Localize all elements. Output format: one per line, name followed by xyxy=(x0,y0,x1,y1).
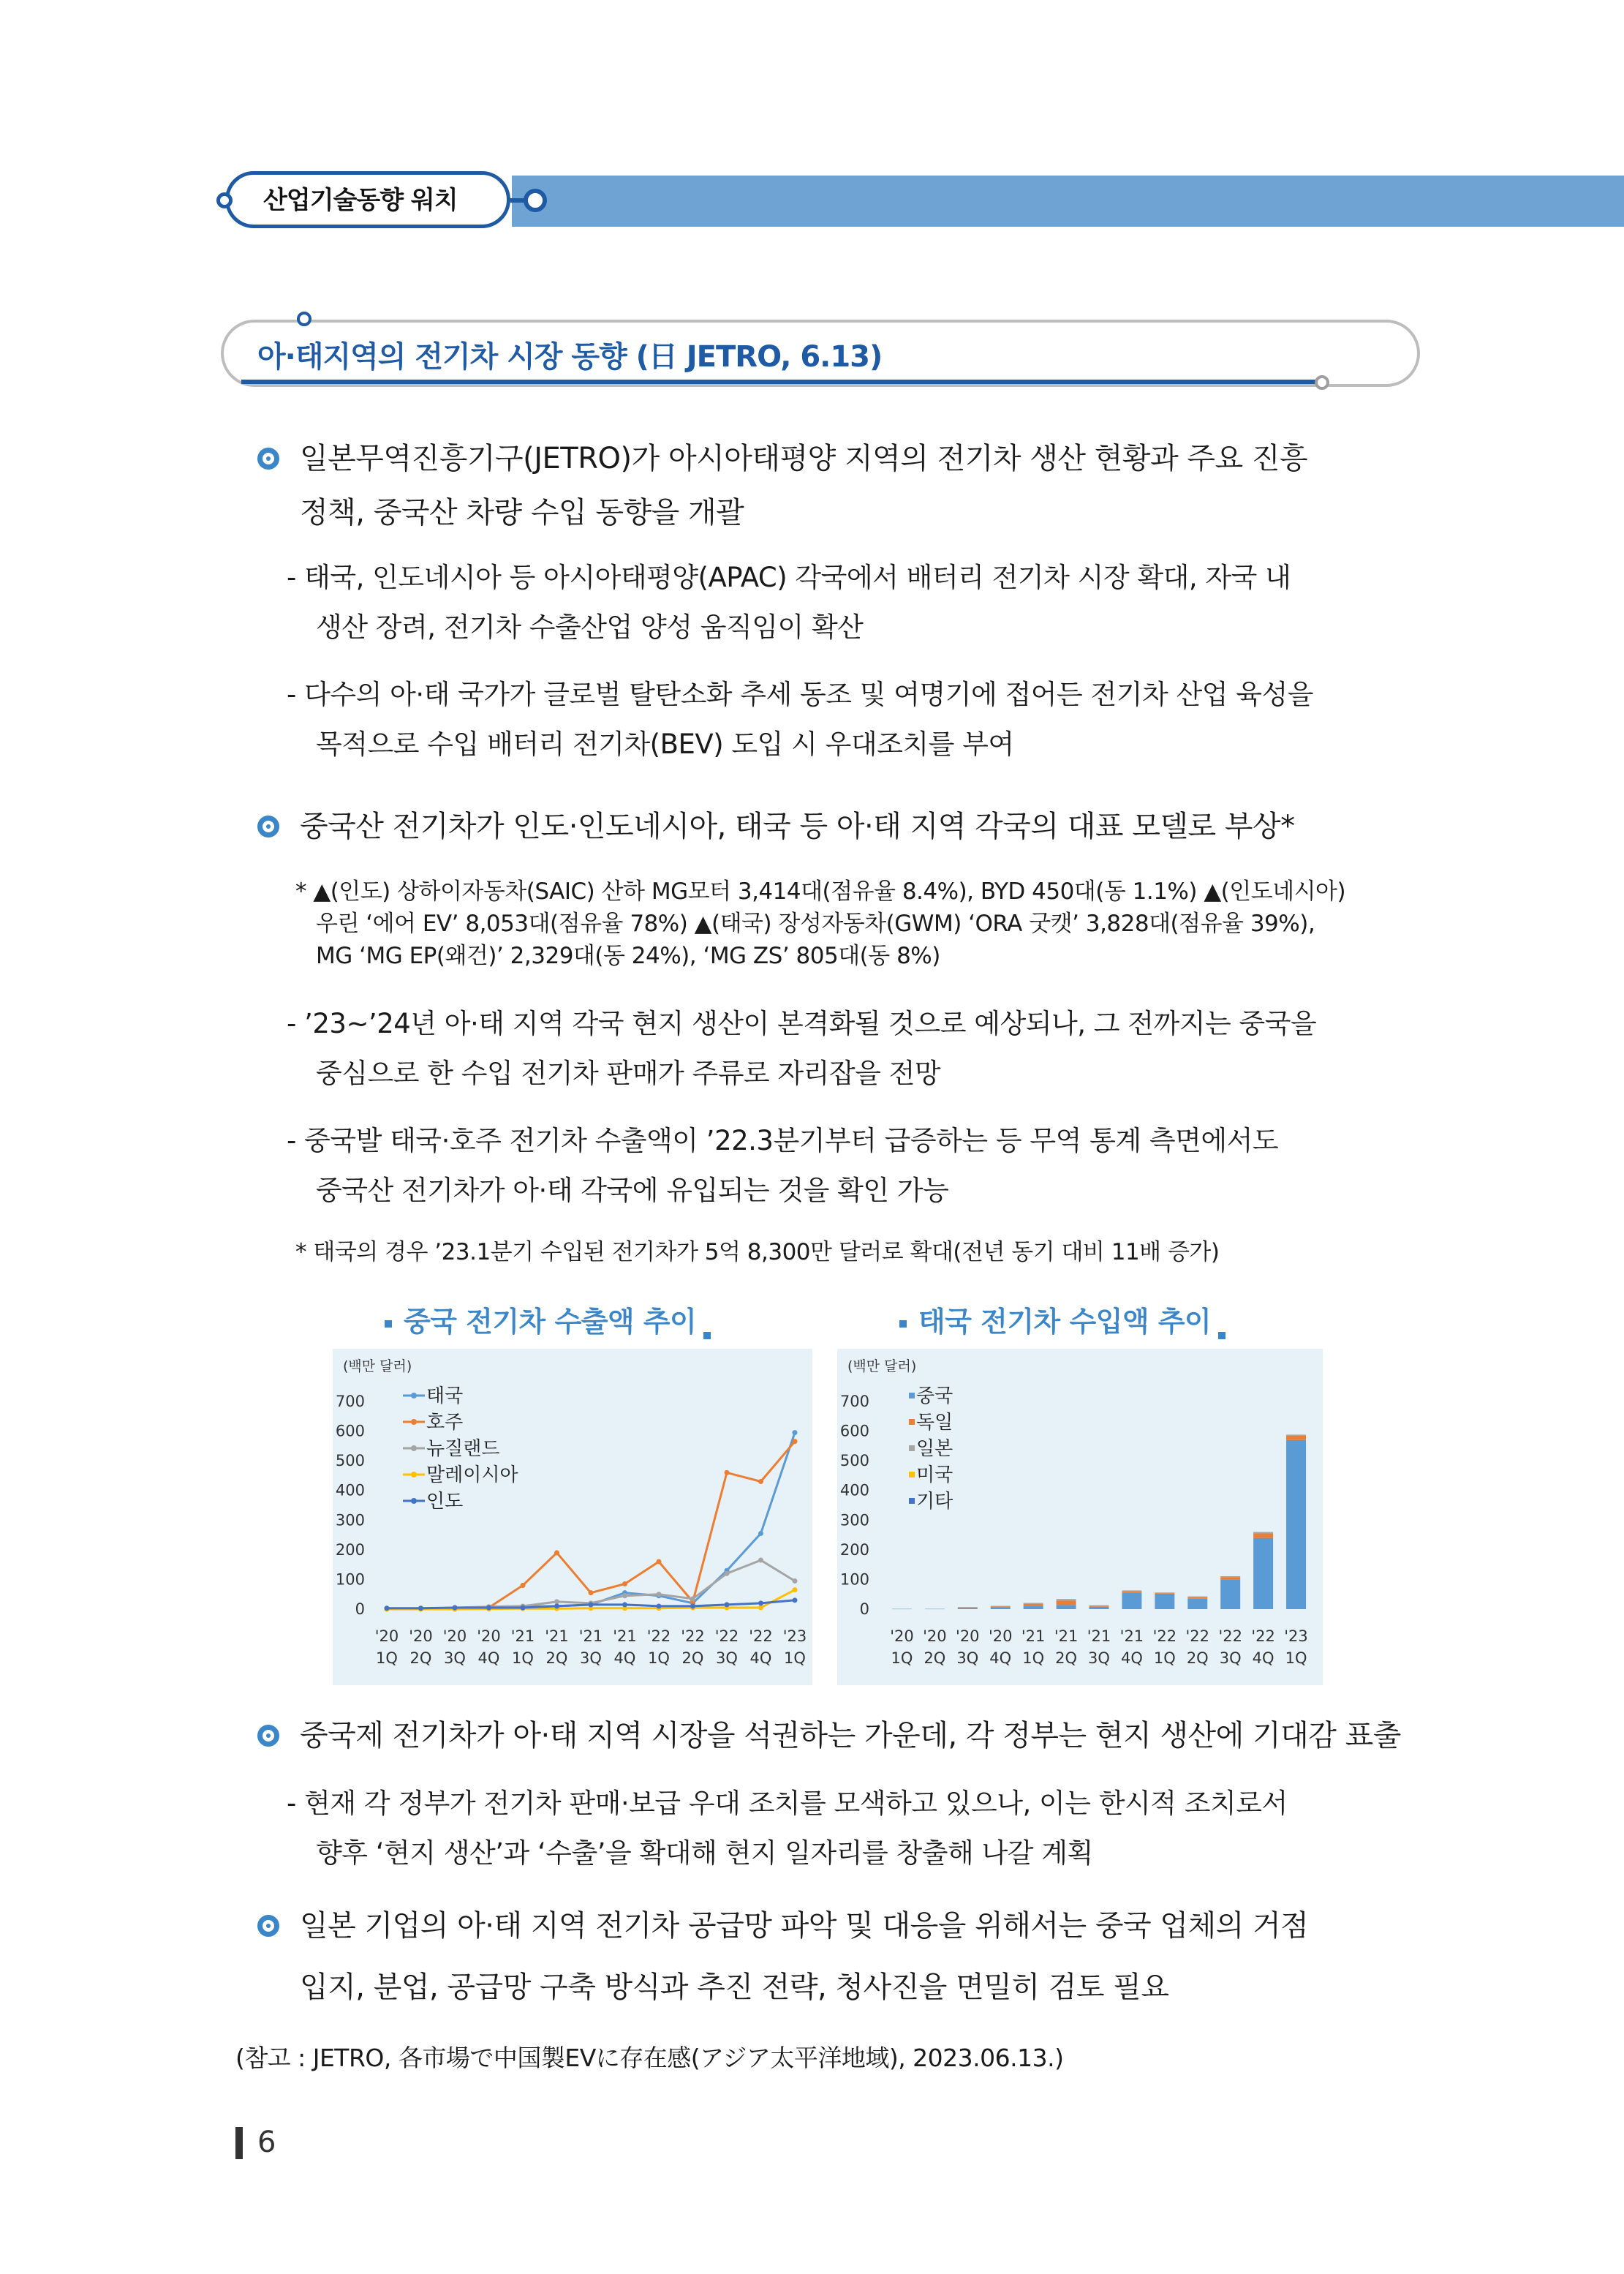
page-number: 6 xyxy=(257,2126,276,2159)
data-point xyxy=(690,1603,695,1608)
x-tick-label-year: '23 xyxy=(1284,1627,1308,1645)
x-tick-label-quarter: 1Q xyxy=(376,1649,398,1667)
x-tick-label-quarter: 1Q xyxy=(1153,1649,1176,1667)
bullet-4-line-1: 일본 기업의 아·태 지역 전기차 공급망 파악 및 대응을 위해서는 중국 업체의 거점 xyxy=(300,1909,1309,1943)
bar-segment-일본 xyxy=(958,1607,978,1608)
bar-segment-중국 xyxy=(1122,1593,1141,1609)
header-dot-right xyxy=(524,189,547,212)
bullet-4-line-2: 입지, 분업, 공급망 구축 방식과 추진 전략, 청사진을 면밀히 검토 필요 xyxy=(300,1970,1169,2004)
chart-2-panel xyxy=(837,1349,1323,1685)
x-tick-label-quarter: 1Q xyxy=(784,1649,806,1667)
x-tick-label-quarter: 1Q xyxy=(1022,1649,1045,1667)
section-dot-top xyxy=(297,312,311,326)
x-tick-label-year: '21 xyxy=(510,1627,535,1645)
section-title: 아·태지역의 전기차 시장 동향 (日 JETRO, 6.13) xyxy=(257,340,883,374)
data-point xyxy=(793,1578,798,1584)
x-tick-label-quarter: 1Q xyxy=(648,1649,670,1667)
data-point xyxy=(589,1602,594,1607)
x-tick-label-year: '21 xyxy=(545,1627,569,1645)
data-point xyxy=(521,1583,526,1588)
legend-marker xyxy=(411,1498,417,1504)
data-point xyxy=(758,1558,763,1563)
data-point xyxy=(657,1592,662,1597)
x-tick-label-quarter: 2Q xyxy=(1186,1649,1209,1667)
bar-segment-독일 xyxy=(1187,1597,1207,1599)
x-tick-label-year: '22 xyxy=(646,1627,671,1645)
bar-segment-일본 xyxy=(1286,1434,1306,1435)
bullet-icon xyxy=(257,448,279,470)
x-tick-label-quarter: 3Q xyxy=(1219,1649,1242,1667)
chart-2-title xyxy=(899,1299,1225,1339)
data-point xyxy=(657,1559,662,1565)
bullet-1-dash-2a: - 다수의 아·태 국가가 글로벌 탈탄소화 추세 동조 및 여명기에 접어든 전기차 산업 육성을 xyxy=(287,679,1313,710)
header-band xyxy=(512,176,1624,227)
legend-label: 미국 xyxy=(916,1464,953,1486)
bullet-icon xyxy=(257,1915,279,1937)
bullet-1-dash-1b: 생산 장려, 전기차 수출산업 양성 움직임이 확산 xyxy=(316,611,864,643)
chart-title-marker xyxy=(385,1320,392,1328)
x-tick-label-quarter: 3Q xyxy=(1088,1649,1110,1667)
data-point xyxy=(725,1602,730,1607)
legend-swatch xyxy=(909,1393,915,1398)
bar-segment-일본 xyxy=(1220,1576,1240,1577)
bar-segment-독일 xyxy=(1286,1436,1306,1440)
data-point xyxy=(793,1587,798,1592)
y-tick-label: 700 xyxy=(335,1393,365,1410)
data-point xyxy=(486,1605,491,1610)
bullet-1-dash-1a: - 태국, 인도네시아 등 아시아태평양(APAC) 각국에서 배터리 전기차 시장 확대, 자국 내 xyxy=(287,562,1291,593)
x-tick-label-year: '20 xyxy=(923,1627,947,1645)
y-axis-unit-label: (백만 달러) xyxy=(343,1358,412,1374)
y-tick-label: 0 xyxy=(355,1600,365,1618)
bullet-2-dash-1a: - ’23~’24년 아·태 지역 각국 현지 생산이 본격화될 것으로 예상되나, 그 전까지는 중국을 xyxy=(287,1008,1317,1039)
x-tick-label-year: '20 xyxy=(477,1627,501,1645)
legend-marker xyxy=(411,1445,417,1451)
chart-1-title-text: 중국 전기차 수출액 추이 xyxy=(404,1306,697,1338)
data-point xyxy=(554,1599,559,1604)
chart-1-panel xyxy=(333,1349,812,1685)
y-tick-label: 0 xyxy=(859,1600,869,1618)
x-tick-label-year: '22 xyxy=(714,1627,739,1645)
x-tick-label-quarter: 1Q xyxy=(1285,1649,1307,1667)
bullet-icon xyxy=(257,816,279,837)
legend-swatch xyxy=(909,1472,915,1477)
y-tick-label: 500 xyxy=(335,1452,365,1470)
x-tick-label-quarter: 1Q xyxy=(891,1649,913,1667)
bar-segment-중국 xyxy=(1057,1605,1076,1609)
header-title: 산업기술동향 워치 xyxy=(263,186,458,215)
y-tick-label: 300 xyxy=(335,1511,365,1529)
x-tick-label-quarter: 3Q xyxy=(956,1649,979,1667)
x-tick-label-quarter: 1Q xyxy=(512,1649,534,1667)
legend-label: 인도 xyxy=(426,1491,464,1513)
x-tick-label-quarter: 3Q xyxy=(444,1649,466,1667)
data-point xyxy=(793,1597,798,1603)
bar-segment-일본 xyxy=(991,1606,1011,1607)
bar-segment-독일 xyxy=(1122,1592,1141,1593)
data-point xyxy=(622,1581,627,1586)
bar-segment-중국 xyxy=(1187,1599,1207,1609)
reference-note: (참고 : JETRO, 各市場で中国製EVに存在感(アジア太平洋地域), 2023.06.13.) xyxy=(235,2044,1064,2072)
y-tick-label: 200 xyxy=(839,1540,869,1559)
legend-swatch xyxy=(909,1419,915,1425)
bar-segment-중국 xyxy=(1155,1594,1174,1609)
bullet-icon xyxy=(257,1725,279,1747)
legend-label: 독일 xyxy=(916,1412,953,1434)
x-tick-label-quarter: 4Q xyxy=(613,1649,636,1667)
bullet-3-dash-1a: - 현재 각 정부가 전기차 판매·보급 우대 조치를 모색하고 있으나, 이는 한시적 조치로서 xyxy=(287,1788,1288,1819)
x-tick-label-year: '20 xyxy=(988,1627,1013,1645)
bar-segment-독일 xyxy=(1024,1604,1043,1606)
bar-segment-일본 xyxy=(1253,1532,1273,1534)
legend-marker xyxy=(411,1472,417,1477)
data-point xyxy=(758,1479,763,1484)
x-tick-label-quarter: 4Q xyxy=(1120,1649,1143,1667)
legend-label: 기타 xyxy=(916,1491,953,1513)
bar-segment-일본 xyxy=(1089,1605,1109,1606)
y-tick-label: 200 xyxy=(335,1540,365,1559)
chart-1-svg xyxy=(333,1349,812,1685)
y-tick-label: 500 xyxy=(839,1452,869,1470)
bar-segment-독일 xyxy=(1220,1577,1240,1579)
bar-segment-중국 xyxy=(991,1608,1011,1609)
x-tick-label-year: '20 xyxy=(374,1627,399,1645)
data-point xyxy=(622,1593,627,1598)
x-tick-label-quarter: 3Q xyxy=(580,1649,602,1667)
data-point xyxy=(622,1602,627,1607)
y-tick-label: 100 xyxy=(839,1570,869,1589)
x-tick-label-year: '21 xyxy=(578,1627,603,1645)
bullet-2-dash-2b: 중국산 전기차가 아·태 각국에 유입되는 것을 확인 가능 xyxy=(316,1175,949,1206)
bullet-2-dash-2a: - 중국발 태국·호주 전기차 수출액이 ’22.3분기부터 급증하는 등 무역 통계 측면에서도 xyxy=(287,1125,1279,1156)
x-tick-label-quarter: 2Q xyxy=(1055,1649,1078,1667)
bar-segment-중국 xyxy=(1253,1538,1273,1609)
bar-segment-독일 xyxy=(991,1606,1011,1607)
y-tick-label: 100 xyxy=(335,1570,365,1589)
bullet-3-dash-1b: 향후 ‘현지 생산’과 ‘수출’을 확대해 현지 일자리를 창출해 나갈 계획 xyxy=(316,1837,1093,1869)
data-point xyxy=(758,1605,763,1610)
y-tick-label: 700 xyxy=(839,1393,869,1410)
legend-label: 일본 xyxy=(916,1438,953,1460)
x-tick-label-year: '20 xyxy=(409,1627,433,1645)
x-tick-label-year: '21 xyxy=(613,1627,637,1645)
bar-segment-중국 xyxy=(1286,1440,1306,1609)
y-tick-label: 400 xyxy=(335,1481,365,1499)
bar-segment-독일 xyxy=(1155,1593,1174,1594)
x-tick-label-year: '22 xyxy=(749,1627,773,1645)
bullet-2-line-1: 중국산 전기차가 인도·인도네시아, 태국 등 아·태 지역 각국의 대표 모델로 부상* xyxy=(300,810,1295,843)
bullet-1-line-2: 정책, 중국산 차량 수입 동향을 개괄 xyxy=(300,496,744,530)
data-point xyxy=(690,1596,695,1601)
x-tick-label-year: '20 xyxy=(956,1627,980,1645)
data-point xyxy=(385,1605,390,1611)
x-tick-label-quarter: 2Q xyxy=(545,1649,568,1667)
chart-2-title-text: 태국 전기차 수입액 추이 xyxy=(918,1306,1212,1338)
x-tick-label-quarter: 4Q xyxy=(1252,1649,1274,1667)
x-tick-label-year: '21 xyxy=(1021,1627,1046,1645)
bar-segment-중국 xyxy=(892,1609,912,1610)
x-tick-label-quarter: 2Q xyxy=(409,1649,432,1667)
legend-swatch xyxy=(909,1445,915,1451)
bullet-1-dash-2b: 목적으로 수입 배터리 전기차(BEV) 도입 시 우대조치를 부여 xyxy=(316,728,1014,760)
bar-segment-일본 xyxy=(1057,1599,1076,1600)
chart-title-marker xyxy=(703,1332,711,1339)
data-point xyxy=(418,1605,423,1611)
data-point xyxy=(793,1439,798,1444)
y-axis-unit-label: (백만 달러) xyxy=(847,1358,917,1374)
data-point xyxy=(657,1603,662,1608)
bar-segment-독일 xyxy=(1089,1606,1109,1607)
x-tick-label-year: '22 xyxy=(1185,1627,1210,1645)
legend-marker xyxy=(411,1419,417,1425)
chart-2-svg xyxy=(837,1349,1323,1685)
data-point xyxy=(758,1600,763,1605)
bullet-1-line-1: 일본무역진흥기구(JETRO)가 아시아태평양 지역의 전기차 생산 현황과 주요 진흥 xyxy=(300,442,1308,475)
section-underline xyxy=(241,380,1316,384)
x-tick-label-quarter: 2Q xyxy=(681,1649,704,1667)
bullet-3-line-1: 중국제 전기차가 아·태 지역 시장을 석권하는 가운데, 각 정부는 현지 생산에 기대감 표출 xyxy=(300,1719,1401,1752)
bullet-2-note-1: * ▲(인도) 상하이자동차(SAIC) 산하 MG모터 3,414대(점유율 8.4%), BYD 450대(동 1.1%) ▲(인도네시아) xyxy=(295,878,1346,905)
chart-title-marker xyxy=(899,1320,907,1328)
page-number-bar xyxy=(235,2127,243,2159)
x-tick-label-year: '22 xyxy=(1251,1627,1275,1645)
x-tick-label-year: '22 xyxy=(1218,1627,1242,1645)
bar-segment-독일 xyxy=(1057,1600,1076,1605)
legend-label: 태국 xyxy=(426,1385,464,1407)
x-tick-label-quarter: 3Q xyxy=(716,1649,738,1667)
data-point xyxy=(521,1605,526,1610)
x-tick-label-quarter: 4Q xyxy=(749,1649,772,1667)
data-point xyxy=(758,1531,763,1536)
x-tick-label-year: '22 xyxy=(1152,1627,1177,1645)
bar-segment-일본 xyxy=(1155,1592,1174,1593)
chart-title-marker xyxy=(1218,1332,1225,1339)
data-point xyxy=(793,1430,798,1435)
x-tick-label-year: '20 xyxy=(890,1627,914,1645)
x-tick-label-year: '20 xyxy=(442,1627,467,1645)
legend-label: 호주 xyxy=(426,1412,464,1434)
x-tick-label-year: '22 xyxy=(681,1627,705,1645)
bar-segment-일본 xyxy=(1122,1590,1141,1591)
legend-swatch xyxy=(909,1498,915,1504)
data-point xyxy=(589,1590,594,1595)
x-tick-label-quarter: 4Q xyxy=(989,1649,1012,1667)
bullet-2-note-4: * 태국의 경우 ’23.1분기 수입된 전기차가 5억 8,300만 달러로 확대(전년 동기 대비 11배 증가) xyxy=(295,1239,1220,1265)
x-tick-label-quarter: 2Q xyxy=(924,1649,946,1667)
legend-label: 중국 xyxy=(916,1385,953,1407)
bullet-2-note-2: 우린 ‘에어 EV’ 8,053대(점유율 78%) ▲(태국) 장성자동차(GWM) ‘ORA 굿캣’ 3,828대(점유율 39%), xyxy=(316,911,1315,937)
x-tick-label-year: '21 xyxy=(1119,1627,1144,1645)
data-point xyxy=(453,1605,458,1610)
y-tick-label: 300 xyxy=(839,1511,869,1529)
bar-segment-중국 xyxy=(1024,1606,1043,1609)
chart-1-title xyxy=(385,1299,711,1339)
x-tick-label-year: '23 xyxy=(782,1627,807,1645)
bar-segment-중국 xyxy=(1220,1579,1240,1609)
legend-label: 뉴질랜드 xyxy=(426,1438,500,1460)
y-tick-label: 600 xyxy=(839,1422,869,1440)
data-point xyxy=(725,1470,730,1475)
x-tick-label-year: '21 xyxy=(1054,1627,1079,1645)
bar-segment-독일 xyxy=(1253,1534,1273,1538)
bar-segment-중국 xyxy=(958,1608,978,1609)
x-tick-label-quarter: 4Q xyxy=(477,1649,500,1667)
bullet-2-dash-1b: 중심으로 한 수입 전기차 판매가 주류로 자리잡을 전망 xyxy=(316,1058,941,1089)
section-dot-bottom xyxy=(1315,375,1329,390)
data-point xyxy=(554,1603,559,1608)
data-point xyxy=(554,1550,559,1555)
bullet-2-note-3: MG ‘MG EP(왜건)’ 2,329대(동 24%), ‘MG ZS’ 805대(동 8%) xyxy=(316,943,940,969)
legend-marker xyxy=(411,1393,417,1398)
bar-segment-중국 xyxy=(925,1609,945,1610)
y-tick-label: 400 xyxy=(839,1481,869,1499)
header-dot-left xyxy=(216,192,233,208)
legend-label: 말레이시아 xyxy=(426,1464,518,1486)
y-tick-label: 600 xyxy=(335,1422,365,1440)
bar-segment-중국 xyxy=(1089,1607,1109,1609)
x-tick-label-year: '21 xyxy=(1087,1627,1111,1645)
data-point xyxy=(725,1571,730,1576)
